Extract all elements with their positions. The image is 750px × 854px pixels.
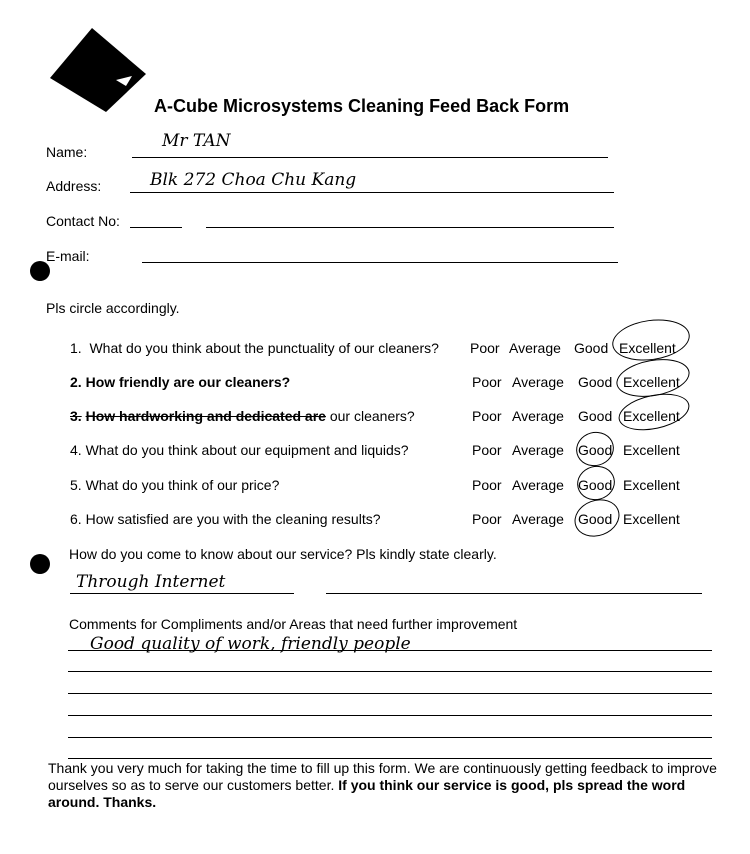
- q5-selection-circle: [573, 462, 619, 505]
- comments-label: Comments for Compliments and/or Areas that need further improvement: [69, 616, 518, 632]
- address-field-line[interactable]: [130, 192, 614, 193]
- q2-option-average[interactable]: Average: [512, 374, 564, 390]
- q3-option-good[interactable]: Good: [578, 408, 613, 424]
- q3-option-poor[interactable]: Poor: [472, 408, 502, 424]
- bullet-dot: [30, 261, 50, 281]
- instruction-text: Pls circle accordingly.: [46, 300, 180, 316]
- source-answer: Through Internet: [76, 572, 226, 592]
- source-answer-line-b[interactable]: [326, 593, 702, 594]
- q3-selection-circle: [615, 388, 692, 436]
- q5-option-good[interactable]: Good: [578, 477, 613, 493]
- q3-option-excellent[interactable]: Excellent: [623, 408, 680, 424]
- q6-option-poor[interactable]: Poor: [472, 511, 502, 527]
- q6-option-excellent[interactable]: Excellent: [623, 511, 680, 527]
- comments-line[interactable]: [68, 758, 712, 759]
- q4-option-excellent[interactable]: Excellent: [623, 442, 680, 458]
- footer-bold-note: If you think our service is good, pls spread the word around. Thanks.: [48, 777, 686, 810]
- q4-option-good[interactable]: Good: [578, 442, 613, 458]
- question-2: 2. How friendly are our cleaners?: [70, 374, 291, 390]
- q1-option-average[interactable]: Average: [509, 340, 561, 356]
- comments-line[interactable]: [68, 715, 712, 716]
- form-title: A-Cube Microsystems Cleaning Feed Back Form: [154, 96, 570, 116]
- footer-thanks: Thank you very much for taking the time to fill up this form. We are continuously getting feedback to improve ourselves so as to serve our customers better.: [48, 760, 717, 793]
- q6-option-average[interactable]: Average: [512, 511, 564, 527]
- q4-option-poor[interactable]: Poor: [472, 442, 502, 458]
- q3-option-average[interactable]: Average: [512, 408, 564, 424]
- q6-option-good[interactable]: Good: [578, 511, 613, 527]
- q1-option-good[interactable]: Good: [574, 340, 609, 356]
- address-value: Blk 272 Choa Chu Kang: [150, 170, 357, 190]
- q5-option-average[interactable]: Average: [512, 477, 564, 493]
- q1-selection-circle: [610, 315, 693, 365]
- source-question: How do you come to know about our service? Pls kindly state clearly.: [69, 546, 497, 562]
- contact-label: Contact No:: [46, 213, 120, 229]
- q2-option-excellent[interactable]: Excellent: [623, 374, 680, 390]
- question-5: 5. What do you think of our price?: [70, 477, 280, 493]
- q4-selection-circle: [572, 428, 618, 471]
- address-label: Address:: [46, 178, 102, 194]
- question-3: 3. How hardworking and dedicated are our cleaners?: [70, 408, 415, 424]
- email-label: E-mail:: [46, 248, 90, 264]
- name-field-line[interactable]: [132, 157, 608, 158]
- email-field-line[interactable]: [142, 262, 618, 263]
- q5-option-poor[interactable]: Poor: [472, 477, 502, 493]
- comments-line[interactable]: [68, 650, 712, 651]
- q6-selection-circle: [569, 493, 625, 543]
- question-1: 1. What do you think about the punctuality of our cleaners?: [70, 340, 439, 356]
- q1-option-excellent[interactable]: Excellent: [619, 340, 676, 356]
- comments-line[interactable]: [68, 737, 712, 738]
- q1-option-poor[interactable]: Poor: [470, 340, 500, 356]
- q2-option-poor[interactable]: Poor: [472, 374, 502, 390]
- question-6: 6. How satisfied are you with the cleaning results?: [70, 511, 381, 527]
- contact-field-line-b[interactable]: [206, 227, 614, 228]
- q2-option-good[interactable]: Good: [578, 374, 613, 390]
- source-answer-line-a[interactable]: [70, 593, 294, 594]
- contact-field-line-a[interactable]: [130, 227, 182, 228]
- name-label: Name:: [46, 144, 88, 160]
- logo-diamond-icon: [48, 26, 148, 112]
- comments-answer: Good quality of work, friendly people: [90, 634, 411, 654]
- bullet-dot: [30, 554, 50, 574]
- comments-line[interactable]: [68, 693, 712, 694]
- footer-text: [48, 760, 718, 811]
- q4-option-average[interactable]: Average: [512, 442, 564, 458]
- question-4: 4. What do you think about our equipment and liquids?: [70, 442, 409, 458]
- comments-line[interactable]: [68, 671, 712, 672]
- name-value: Mr TAN: [162, 131, 231, 151]
- q5-option-excellent[interactable]: Excellent: [623, 477, 680, 493]
